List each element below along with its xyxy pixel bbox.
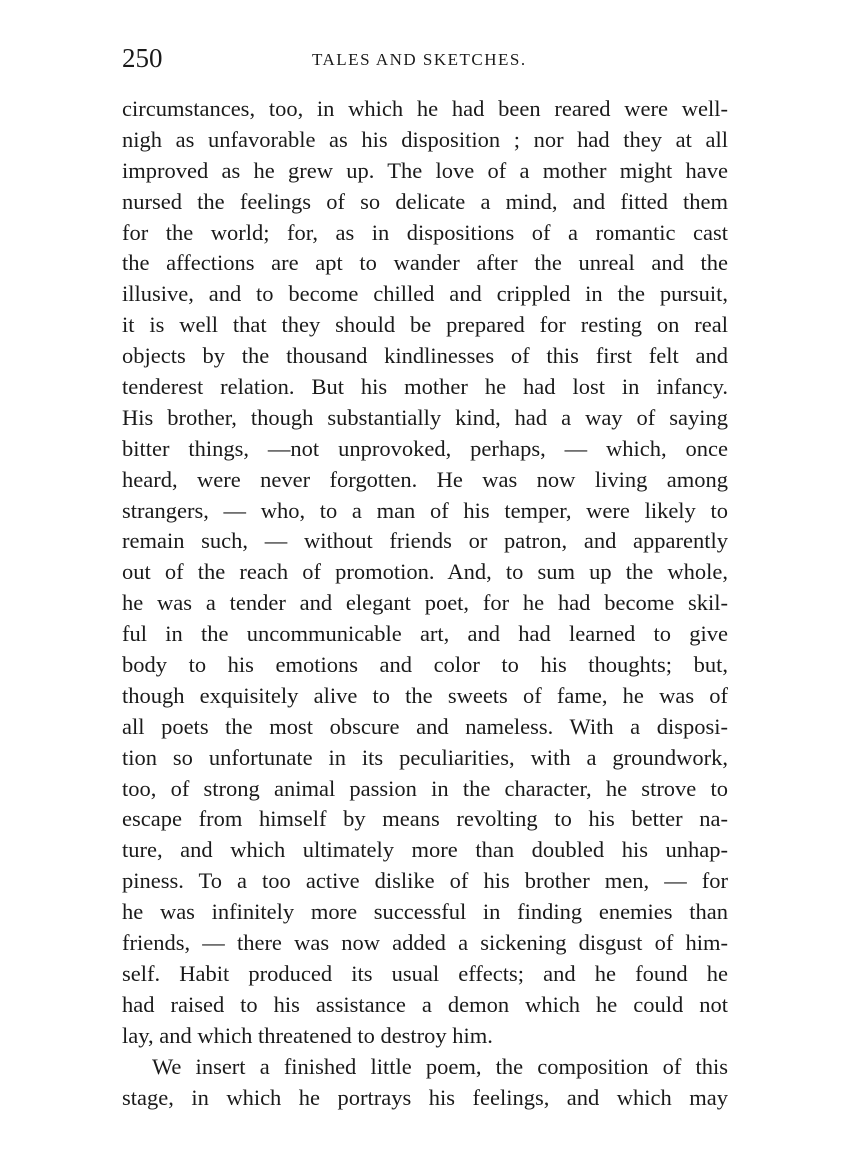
text-line: he was a tender and elegant poet, for he had become skil- [122, 590, 728, 616]
text-line: body to his emotions and color to his thoughts; but, [122, 652, 728, 678]
text-line: for the world; for, as in dispositions of a romantic cast [122, 219, 728, 245]
text-line: friends, — there was now added a sickening disgust of him- [122, 930, 728, 956]
text-line: We insert a finished little poem, the composition of this [152, 1053, 728, 1079]
paragraph-1 [122, 94, 728, 1052]
text-line: lay, and which threatened to destroy him. [122, 1022, 493, 1048]
text-line: it is well that they should be prepared for resting on real [122, 312, 728, 338]
text-line: tenderest relation. But his mother he had lost in infancy. [122, 374, 728, 400]
text-line: self. Habit produced its usual effects; and he found he [122, 960, 728, 986]
running-head [122, 38, 730, 78]
text-line: though exquisitely alive to the sweets of fame, he was of [122, 682, 728, 708]
text-line: piness. To a too active dislike of his brother men, — for [122, 868, 728, 894]
text-line: circumstances, too, in which he had been reared were well- [122, 96, 728, 121]
paragraph-2 [122, 1052, 728, 1114]
text-line: ture, and which ultimately more than doubled his unhap- [122, 837, 728, 863]
text-line: strangers, — who, to a man of his temper, were likely to [122, 497, 728, 523]
text-line: he was infinitely more successful in finding enemies than [122, 899, 728, 925]
page-number: 250 [122, 43, 163, 73]
text-line: all poets the most obscure and nameless. With a disposi- [122, 713, 728, 739]
text-line: heard, were never forgotten. He was now living among [122, 466, 728, 492]
text-line: tion so unfortunate in its peculiarities, with a groundwork, [122, 744, 728, 770]
text-line: stage, in which he portrays his feelings, and which may [122, 1084, 728, 1110]
text-line: escape from himself by means revolting to his better na- [122, 806, 728, 832]
text-line: had raised to his assistance a demon which he could not [122, 991, 728, 1017]
text-line: illusive, and to become chilled and crippled in the pursuit, [122, 281, 728, 307]
text-line: His brother, though substantially kind, had a way of saying [122, 404, 728, 430]
text-line: nigh as unfavorable as his disposition ; nor had they at all [122, 126, 728, 152]
text-line: bitter things, —not unprovoked, perhaps, — which, once [122, 435, 728, 461]
text-line: nursed the feelings of so delicate a mind, and fitted them [122, 188, 728, 214]
text-line: out of the reach of promotion. And, to sum up the whole, [122, 559, 728, 585]
text-line: the affections are apt to wander after the unreal and the [122, 250, 728, 276]
text-line: ful in the uncommunicable art, and had learned to give [122, 621, 728, 647]
text-line: remain such, — without friends or patron, and apparently [122, 528, 728, 554]
text-line: objects by the thousand kindlinesses of this first felt and [122, 343, 728, 369]
body-text [122, 94, 728, 1113]
text-line: improved as he grew up. The love of a mother might have [122, 157, 728, 183]
text-line: too, of strong animal passion in the character, he strove to [122, 775, 728, 801]
running-title: TALES AND SKETCHES. [312, 50, 527, 69]
